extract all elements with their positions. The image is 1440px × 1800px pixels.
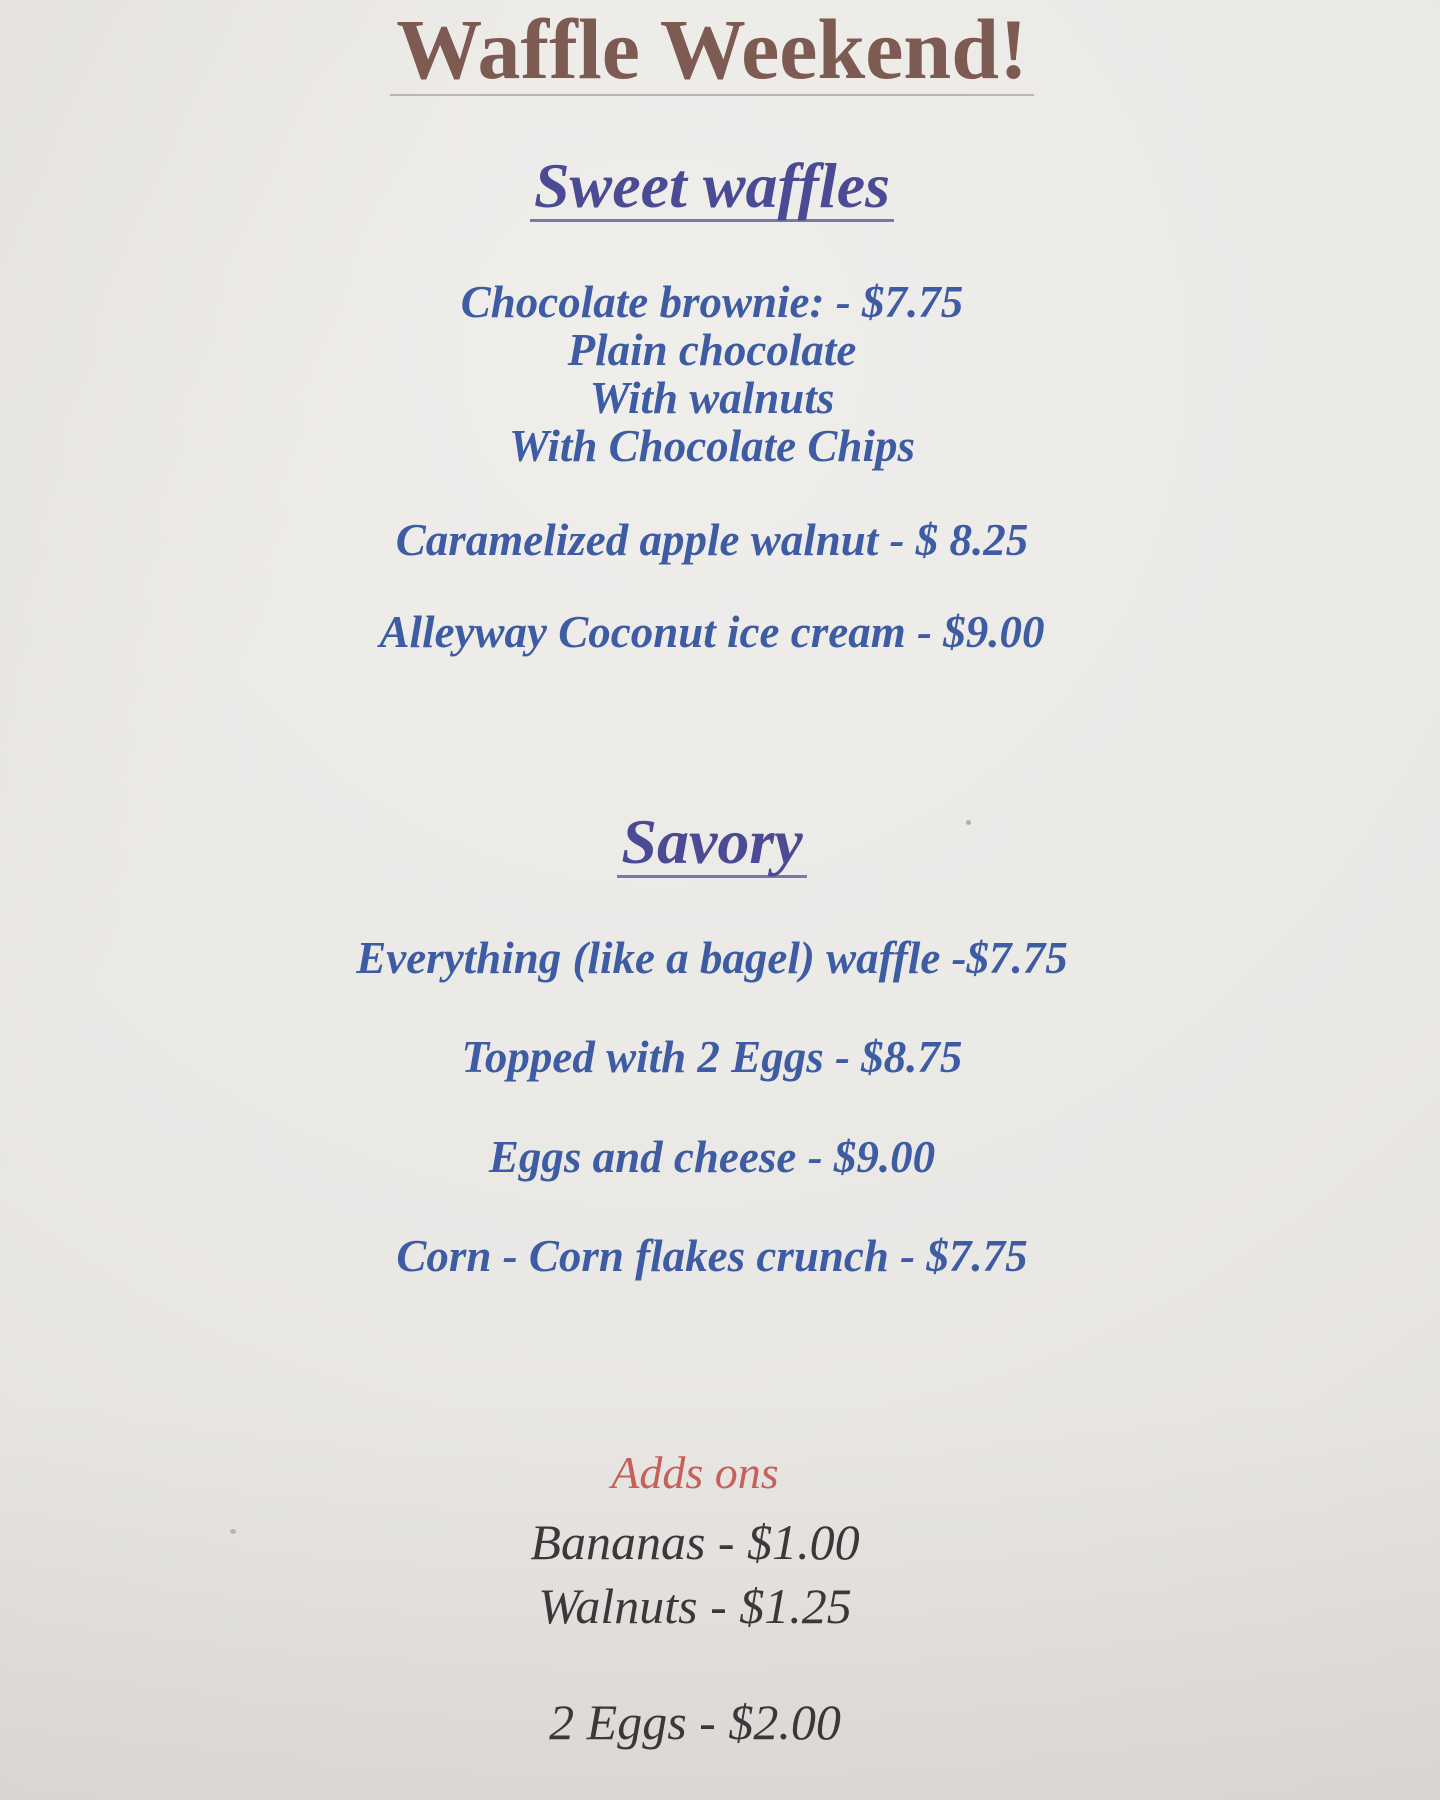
menu-item-eggs-and-cheese: Eggs and cheese - $9.00	[488, 1132, 936, 1182]
menu-item-topped-with-2-eggs: Topped with 2 Eggs - $8.75	[461, 1032, 963, 1082]
section-heading-sweet-waffles	[0, 150, 1424, 222]
menu-item-corn-flakes-crunch: Corn - Corn flakes crunch - $7.75	[396, 1231, 1028, 1281]
addon-item-bananas: Bananas - $1.00	[530, 1514, 860, 1570]
menu-item-chocolate-brownie: Chocolate brownie: - $7.75	[460, 277, 964, 327]
chocolate-brownie-group	[0, 278, 1424, 470]
addons-group	[0, 1510, 1407, 1638]
addons-section	[0, 1447, 1407, 1750]
menu-item-caramelized-apple-walnut: Caramelized apple walnut - $ 8.25	[395, 515, 1029, 565]
menu-item-with-walnuts: With walnuts	[589, 373, 835, 423]
menu-item-everything-bagel-waffle: Everything (like a bagel) waffle -$7.75	[356, 933, 1068, 983]
menu-title	[0, 1, 1424, 97]
section-heading-savory-text: Savory	[617, 810, 806, 878]
section-heading-adds-ons: Adds ons	[611, 1447, 779, 1498]
menu-title-text: Waffle Weekend!	[390, 6, 1033, 96]
section-heading-savory	[0, 806, 1424, 878]
menu-item-plain-chocolate: Plain chocolate	[567, 325, 857, 375]
menu-item-with-chocolate-chips: With Chocolate Chips	[509, 421, 915, 471]
addon-item-2-eggs: 2 Eggs - $2.00	[549, 1694, 841, 1750]
menu-item-alleyway-coconut-ice-cream: Alleyway Coconut ice cream - $9.00	[379, 607, 1045, 657]
addon-item-walnuts: Walnuts - $1.25	[538, 1578, 852, 1634]
section-heading-sweet-waffles-text: Sweet waffles	[530, 154, 894, 222]
